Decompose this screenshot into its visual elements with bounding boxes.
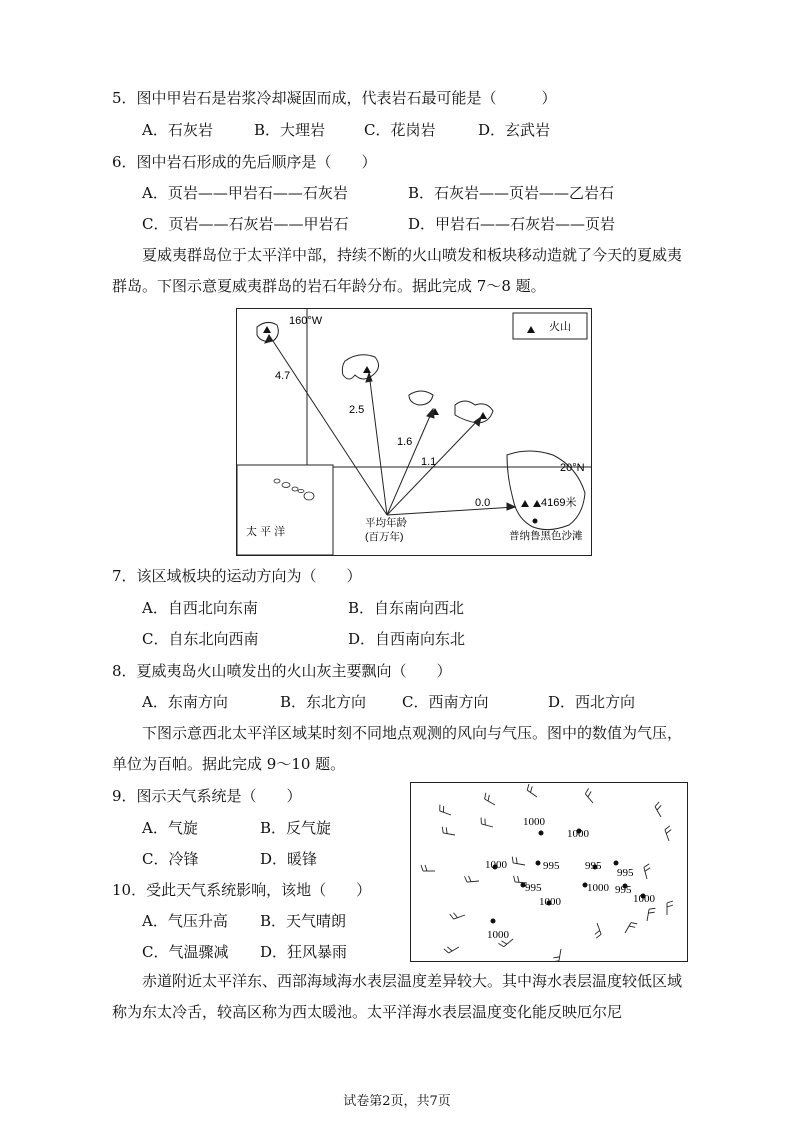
- beach-label: 普纳鲁黑色沙滩: [509, 530, 583, 542]
- passage-hawaii: 夏威夷群岛位于太平洋中部，持续不断的火山喷发和板块移动造就了今天的夏威夷群岛。下图示意夏威夷群岛的岩石年龄分布。据此完成 7～8 题。: [112, 246, 683, 295]
- legend-text: 火山: [549, 321, 571, 333]
- pressure-value: 995: [585, 860, 602, 872]
- wind-barb-icon: [421, 865, 435, 871]
- q8-option-c[interactable]: C．西南方向: [402, 693, 489, 711]
- q8-option-d[interactable]: D．西北方向: [548, 693, 636, 711]
- age-label: 1.6: [397, 436, 413, 448]
- pressure-station-dot: [536, 861, 541, 866]
- pressure-value: 995: [615, 884, 632, 896]
- peak-label: 4169米: [541, 497, 577, 509]
- q6-stem: 6．图中岩石形成的先后顺序是（ ）: [112, 153, 377, 171]
- wind-barb-icon: [553, 948, 561, 961]
- wind-barb-icon: [664, 826, 674, 841]
- q5-option-d[interactable]: D．玄武岩: [478, 121, 551, 139]
- q9-option-a[interactable]: A．气旋: [142, 819, 198, 837]
- volcano-icon: [263, 326, 271, 333]
- pressure-value: 995: [617, 867, 634, 879]
- q10-option-d[interactable]: D．狂风暴雨: [260, 943, 348, 961]
- wind-barb-icon: [438, 805, 453, 815]
- wind-barb-icon: [450, 909, 465, 919]
- latitude-label: 20°N: [560, 462, 585, 474]
- q9-option-b[interactable]: B．反气旋: [260, 819, 332, 837]
- wind-barb-icon: [483, 793, 498, 805]
- pressure-stations: [485, 816, 656, 941]
- beach-dot: [533, 519, 538, 524]
- q5-option-c[interactable]: C．花岗岩: [364, 121, 436, 139]
- age-label: 4.7: [275, 370, 291, 382]
- island-molokai: [409, 391, 433, 405]
- inset-label: 太 平 洋: [246, 526, 286, 538]
- pressure-value: 1000: [633, 893, 655, 905]
- q7-option-a[interactable]: A．自西北向东南: [142, 599, 258, 617]
- age-label: 1.1: [421, 456, 437, 468]
- passage-enso: 赤道附近太平洋东、西部海域海水表层温度差异较大。其中海水表层温度较低区域称为东太冷舌，较高区称为西太暖池。太平洋海水表层温度变化能反映厄尔尼: [112, 972, 683, 1021]
- pressure-value: 1000: [539, 896, 561, 908]
- pressure-value: 1000: [487, 929, 509, 941]
- pressure-value: 1000: [485, 859, 507, 871]
- volcano-icon: [363, 366, 371, 373]
- pressure-value: 1000: [567, 828, 589, 840]
- q8-option-b[interactable]: B．东北方向: [280, 693, 367, 711]
- pressure-value: 995: [525, 882, 542, 894]
- pressure-wind-map: [410, 782, 688, 962]
- island-maui: [455, 401, 493, 423]
- wind-barb-icon: [591, 923, 601, 938]
- q9-option-d[interactable]: D．暖锋: [260, 850, 318, 868]
- q5-option-a[interactable]: A．石灰岩: [142, 121, 213, 139]
- wind-barb-icon: [625, 921, 637, 936]
- wind-barb-icon: [441, 827, 456, 835]
- q10-option-c[interactable]: C．气温骤减: [142, 943, 229, 961]
- q8-option-a[interactable]: A．东南方向: [142, 693, 228, 711]
- q5-option-b[interactable]: B．大理岩: [254, 121, 326, 139]
- hawaii-age-map: [236, 308, 592, 556]
- volcano-icon: [533, 500, 541, 507]
- pressure-value: 1000: [587, 882, 609, 894]
- wind-barb-icon: [465, 875, 479, 882]
- pressure-station-dot: [491, 919, 496, 924]
- q6-option-a[interactable]: A．页岩——甲岩石——石灰岩: [142, 184, 348, 202]
- q7-option-b[interactable]: B．自东南向西北: [348, 599, 465, 617]
- wind-barb-icon: [667, 901, 673, 915]
- pressure-station-dot: [614, 861, 619, 866]
- q7-stem: 7．该区域板块的运动方向为（ ）: [112, 567, 362, 585]
- q10-option-a[interactable]: A．气压升高: [142, 912, 228, 930]
- wind-barb-icon: [654, 802, 666, 817]
- q6-option-c[interactable]: C．页岩——石灰岩——甲岩石: [142, 215, 349, 233]
- q8-stem: 8．夏威夷岛火山喷发出的火山灰主要飘向（ ）: [112, 662, 452, 680]
- q6-option-d[interactable]: D．甲岩石——石灰岩——页岩: [408, 215, 616, 233]
- inset-map: [237, 465, 333, 555]
- passage-pressure: 下图示意西北太平洋区域某时刻不同地点观测的风向与气压。图中的数值为气压，单位为百帕。据此完成 9～10 题。: [112, 724, 683, 773]
- q9-stem: 9．图示天气系统是（ ）: [112, 787, 302, 805]
- longitude-label: 160°W: [289, 315, 323, 327]
- q5-stem: 5．图中甲岩石是岩浆冷却凝固而成，代表岩石最可能是（ ）: [112, 89, 557, 107]
- wind-barb-icon: [643, 864, 652, 879]
- wind-barb-icon: [479, 818, 494, 827]
- volcano-icon: [521, 500, 529, 507]
- wind-barbs: [421, 784, 675, 961]
- wind-barb-icon: [647, 907, 655, 922]
- wind-barb-icon: [444, 942, 459, 954]
- center-label: 平均年龄: [365, 517, 407, 529]
- q6-option-b[interactable]: B．石灰岩——页岩——乙岩石: [408, 184, 615, 202]
- age-label: 2.5: [349, 404, 365, 416]
- page-footer: 试卷第2页，共7页: [343, 1094, 451, 1109]
- pressure-station-dot: [539, 831, 544, 836]
- wind-barb-icon: [511, 857, 526, 865]
- wind-barb-icon: [584, 788, 598, 803]
- q7-option-d[interactable]: D．自西南向东北: [348, 630, 466, 648]
- wind-barb-icon: [526, 784, 541, 797]
- island-oahu: [342, 355, 378, 379]
- q7-option-c[interactable]: C．自东北向西南: [142, 630, 259, 648]
- center-unit-label: (百万年): [365, 531, 404, 543]
- q9-option-c[interactable]: C．冷锋: [142, 850, 199, 868]
- q10-stem: 10．受此天气系统影响，该地（ ）: [112, 881, 372, 899]
- pressure-value: 995: [543, 860, 560, 872]
- age-label: 0.0: [475, 497, 491, 509]
- q10-option-b[interactable]: B．天气晴朗: [260, 912, 347, 930]
- pressure-value: 1000: [523, 816, 545, 828]
